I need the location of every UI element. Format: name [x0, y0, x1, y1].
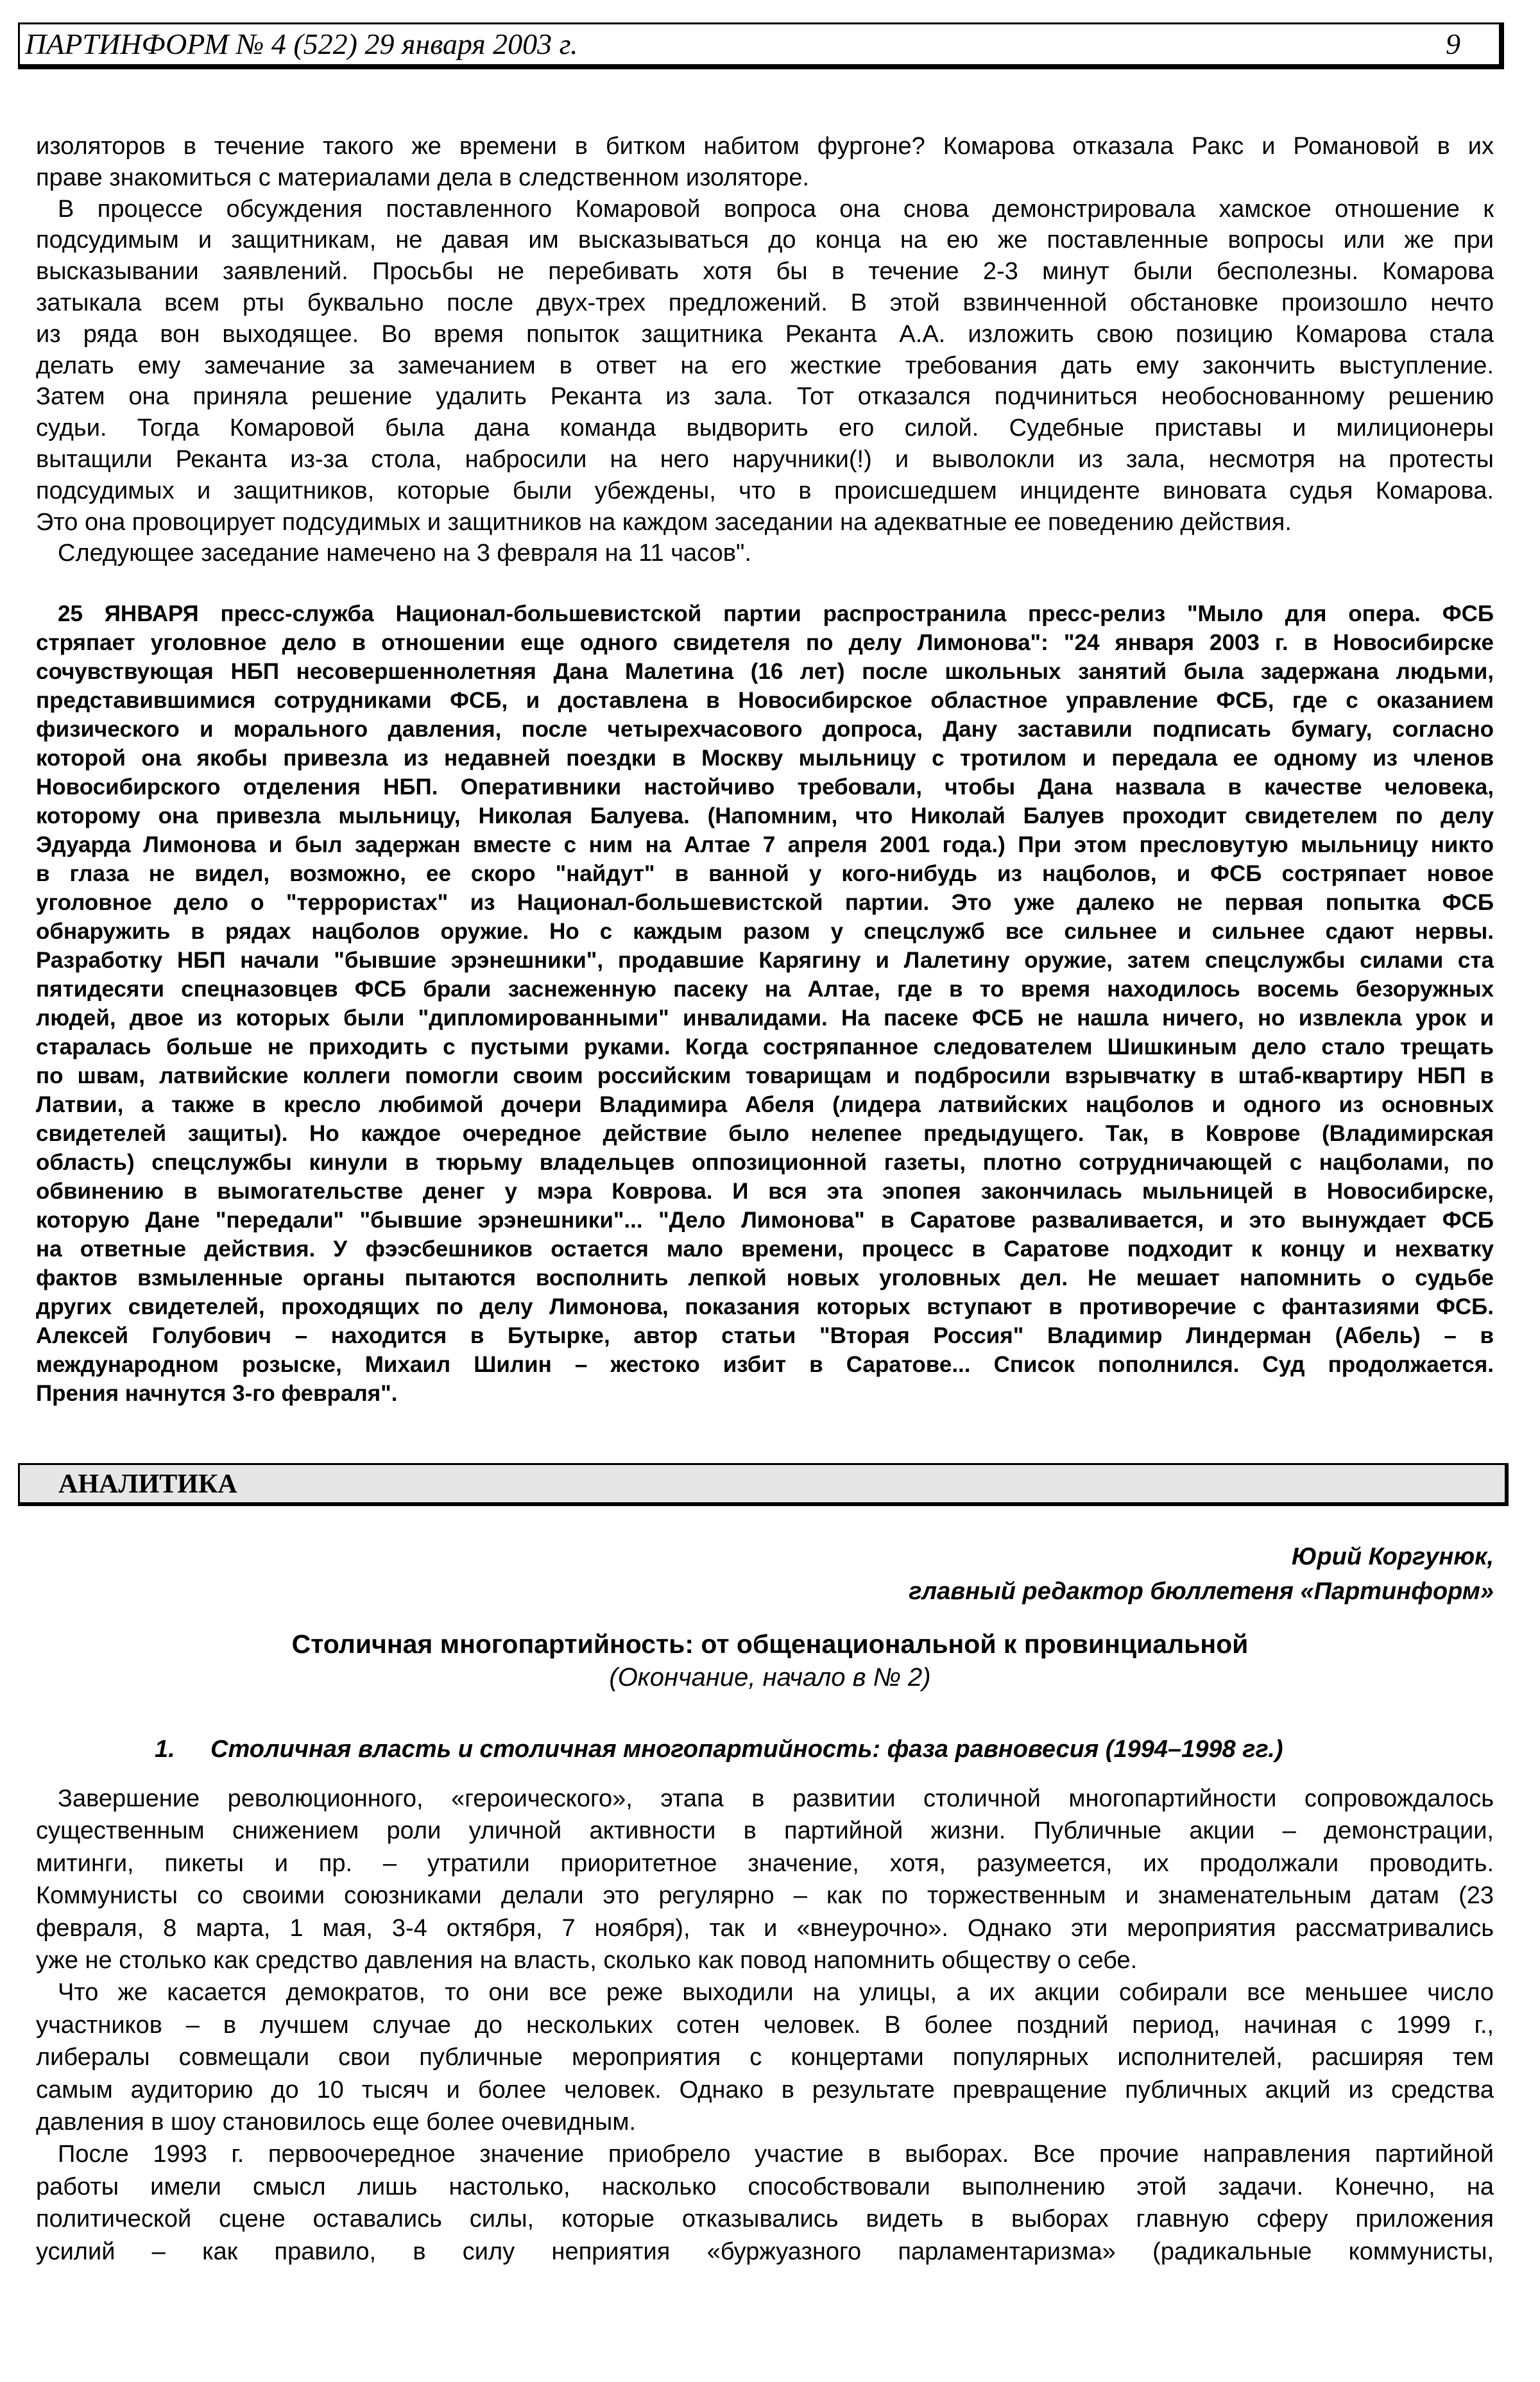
text-line: обнаружить в рядах нацболов оружие. Но с каждым разом у спецслужб все сильнее и сильнее сдают нервы.: [36, 919, 1494, 944]
text-line: которому она привезла мыльницу, Николая Балуева. (Напомним, что Николай Балуев проходит свидетелем по делу: [36, 803, 1494, 828]
text-line: уже не столько как средство давления на власть, сколько как повод напомнить обществу о себе.: [36, 1947, 1138, 1975]
text-line: Это она провоцирует подсудимых и защитников на каждом заседании на адекватные ее поведению действия.: [36, 508, 1292, 536]
section-banner-analytics: [18, 1463, 1509, 1506]
text-line: сочувствующая НБП несовершеннолетняя Дана Малетина (16 лет) после школьных занятий была задержана людьми,: [36, 659, 1494, 684]
text-line: Коммунисты со своими союзниками делали это регулярно – как по торжественным и знаменательным датам (23: [36, 1882, 1494, 1910]
text-line: февраля, 8 марта, 1 мая, 3-4 октября, 7 ноября), так и «внеурочно». Однако эти мероприятия рассматривались: [36, 1914, 1494, 1942]
text-line: работы имели смысл лишь настолько, насколько способствовали выполнению этой задачи. Конечно, на: [36, 2173, 1494, 2200]
text-line: подсудимых и защитников, которые были убеждены, что в происшедшем инциденте виновата судья Комарова.: [36, 477, 1494, 504]
article-body: [36, 1783, 1494, 2268]
author-name: Юрий Коргунюк,: [1291, 1543, 1494, 1570]
text-line: митинги, пикеты и пр. – утратили приоритетное значение, хотя, разумеется, их продолжали проводить.: [36, 1849, 1494, 1877]
article-subtitle: (Окончание, начало в № 2): [609, 1663, 931, 1692]
text-line: уголовное дело о "террористах" из Национал-большевистской партии. Это уже далеко не первая попытка ФСБ: [36, 890, 1494, 915]
text-line: высказывании заявлений. Просьбы не перебивать хотя бы в течение 2-3 минут были бесполезны. Комарова: [36, 258, 1494, 286]
text-line: которой она якобы привезла из недавней поездки в Москву мыльницу с тротилом и передала ее одному из членов: [36, 746, 1494, 771]
text-line: которую Дане "передали" "бывшие эрэнешники"... "Дело Лимонова" в Саратове разваливается, и это вынуждает ФСБ: [36, 1208, 1494, 1233]
publication-title: ПАРТИНФОРМ № 4 (522) 29 января 2003 г.: [25, 28, 578, 60]
text-line: Следующее заседание намечено на 3 февраля на 11 часов".: [58, 540, 751, 567]
text-line: по швам, латвийские коллеги помогли своим российским товарищам и подбросили взрывчатку в штаб-квартиру НБП в: [36, 1063, 1494, 1088]
paragraph: [36, 131, 1494, 194]
press-release-text: [36, 599, 1494, 1408]
paragraph: [36, 538, 1494, 569]
section-label: АНАЛИТИКА: [58, 1469, 237, 1499]
text-line: судьи. Тогда Комаровой была дана команда выдворить его силой. Судебные приставы и милиционеры: [36, 415, 1494, 442]
author-role: главный редактор бюллетеня «Партинформ»: [909, 1578, 1494, 1605]
text-line: 25 ЯНВАРЯ пресс-служба Национал-большевистской партии распространила пресс-релиз "Мыло для опера. ФСБ: [58, 601, 1494, 626]
subheading-number: 1.: [155, 1736, 175, 1763]
paragraph: [36, 1976, 1494, 2138]
paragraph: [36, 2138, 1494, 2268]
text-line: Прения начнутся 3-го февраля".: [36, 1381, 398, 1406]
text-line: представившимися сотрудниками ФСБ, и доставлена в Новосибирское областное управление ФСБ, где с оказанием: [36, 688, 1494, 713]
text-line: изоляторов в течение такого же времени в битком набитом фургоне? Комарова отказала Ракс и Романовой в их: [36, 133, 1494, 160]
text-line: делать ему замечание за замечанием в ответ на его жесткие требования дать ему закончить выступление.: [36, 352, 1494, 379]
text-line: свидетелей защиты). Но каждое очередное действие было нелепее предыдущего. Так, в Коврове (Владимирская: [36, 1121, 1494, 1146]
text-line: Разработку НБП начали "бывшие эрэнешники", продавшие Карягину и Лалетину оружие, затем спецслужбы силами ста: [36, 948, 1494, 973]
court-report-text: [36, 131, 1494, 569]
text-line: стряпает уголовное дело в отношении еще одного свидетеля по делу Лимонова": "24 января 2003 г. в Новосибирске: [36, 630, 1494, 655]
text-line: существенным снижением роли уличной активности в партийной жизни. Публичные акции – демонстрации,: [36, 1817, 1494, 1845]
text-line: из ряда вон выходящее. Во время попыток защитника Реканта А.А. изложить свою позицию Комарова стала: [36, 320, 1494, 348]
text-line: в глаза не видел, возможно, ее скоро "найдут" в ванной у кого-нибудь из нацболов, и ФСБ состряпает новое: [36, 861, 1494, 886]
text-line: подсудимым и защитникам, не давая им высказываться до конца на ею же поставленные вопросы или же при: [36, 227, 1494, 254]
text-line: либералы совмещали свои публичные мероприятия с концертами популярных исполнителей, расширяя тем: [36, 2044, 1494, 2071]
text-line: Затем она приняла решение удалить Реканта из зала. Тот отказался подчиниться необоснованному решению: [36, 383, 1494, 411]
text-line: людей, двое из которых были "дипломированными" инвалидами. На пасеке ФСБ не нашла ничего, но извлекла урок и: [36, 1006, 1494, 1031]
text-line: обвинению в вымогательстве денег у мэра Коврова. И вся эта эпопея закончилась мыльницей в Новосибирске,: [36, 1179, 1494, 1204]
article-title: Столичная многопартийность: от общенациональной к провинциальной: [291, 1629, 1249, 1659]
text-line: Новосибирского отделения НБП. Оперативники настойчиво требовали, чтобы Дана назвала в качестве человека,: [36, 775, 1494, 800]
page-header: [18, 22, 1504, 69]
text-line: других свидетелей, проходящих по делу Лимонова, показания которых вступают в противоречие с фантазиями ФСБ.: [36, 1294, 1494, 1319]
text-line: вытащили Реканта из-за стола, набросили на него наручники(!) и выволокли из зала, несмотря на протесты: [36, 445, 1494, 473]
paragraph: [36, 1783, 1494, 1976]
text-line: В процессе обсуждения поставленного Комаровой вопроса она снова демонстрировала хамское отношение к: [58, 195, 1494, 223]
text-line: самым аудиторию до 10 тысяч и более человек. Однако в результате превращение публичных акций из средства: [36, 2076, 1494, 2104]
paragraph: [36, 194, 1494, 538]
text-line: После 1993 г. первоочередное значение приобрело участие в выборах. Все прочие направления партийной: [58, 2141, 1494, 2168]
text-line: праве знакомиться с материалами дела в следственном изоляторе.: [36, 164, 810, 191]
text-line: область) спецслужбы кинули в тюрьму владельцев оппозиционной газеты, плотно сотрудничающей с нацболами, по: [36, 1150, 1494, 1175]
text-line: международном розыске, Михаил Шилин – жестоко избит в Саратове... Список пополнился. Суд продолжается.: [36, 1352, 1494, 1377]
paragraph: [36, 599, 1494, 1408]
page-number: 9: [1446, 28, 1460, 60]
text-line: физического и морального давления, после четырехчасового допроса, Дану заставили подписать бумагу, согласно: [36, 717, 1494, 742]
text-line: затыкала всем рты буквально после двух-трех предложений. В этой взвинченной обстановке произошло нечто: [36, 289, 1494, 316]
text-line: на ответные действия. У фээсбешников остается мало времени, процесс в Саратове подходит к концу и нехватку: [36, 1237, 1494, 1262]
text-line: участников – в лучшем случае до нескольких сотен человек. В более поздний период, начиная с 1999 г.,: [36, 2011, 1494, 2039]
text-line: старалась больше не приходить с пустыми руками. Когда состряпанное следователем Шишкиным дело стало трещать: [36, 1034, 1494, 1059]
text-line: давления в шоу становилось еще более очевидным.: [36, 2109, 637, 2136]
text-line: Что же касается демократов, то они все реже выходили на улицы, а их акции собирали все меньшее число: [58, 1979, 1494, 2007]
text-line: фактов взмыленные органы пытаются восполнить лепкой новых уголовных дел. Не мешает напомнить о судьбе: [36, 1265, 1494, 1290]
text-line: Латвии, а также в кресло любимой дочери Владимира Абеля (лидера латвийских нацболов и одного из основных: [36, 1092, 1494, 1117]
text-line: усилий – как правило, в силу неприятия «буржуазного парламентаризма» (радикальные коммунисты,: [36, 2238, 1494, 2265]
text-line: политической сцене оставались силы, которые отказывались видеть в выборах главную сферу приложения: [36, 2206, 1494, 2233]
text-line: Завершение революционного, «героического», этапа в развитии столичной многопартийности сопровождалось: [58, 1785, 1494, 1812]
text-line: пятидесяти спецназовцев ФСБ брали заснеженную пасеку на Алтае, где в то время находилось восемь безоружных: [36, 977, 1494, 1002]
text-line: Эдуарда Лимонова и был задержан вместе с ним на Алтае 7 апреля 2001 года.) При этом пресловутую мыльницу никто: [36, 832, 1494, 857]
text-line: Алексей Голубович – находится в Бутырке, автор статьи "Вторая Россия" Владимир Линдерман (Абель) – в: [36, 1323, 1494, 1348]
subheading: Столичная власть и столичная многопартийность: фаза равновесия (1994–1998 гг.): [210, 1736, 1283, 1763]
